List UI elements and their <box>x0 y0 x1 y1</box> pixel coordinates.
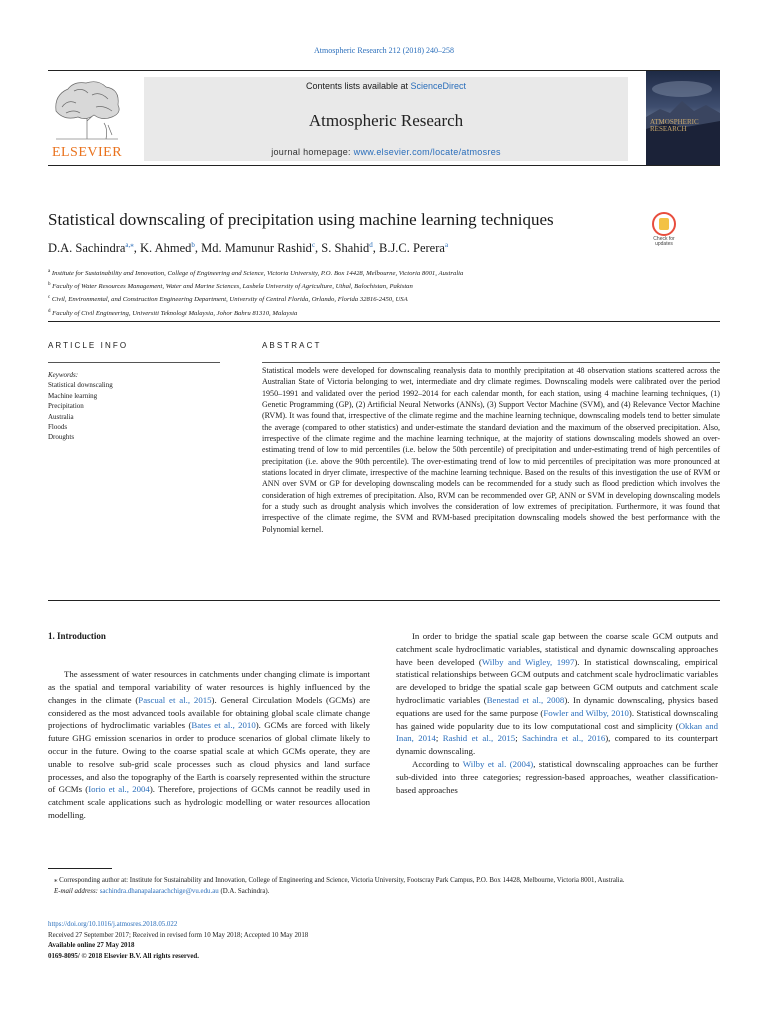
author-name[interactable]: Md. Mamunur Rashid <box>201 241 312 255</box>
footnote-rule <box>48 868 112 869</box>
affiliation-item <box>48 279 708 292</box>
email-label: E-mail address: <box>54 887 100 895</box>
affiliation-item <box>48 306 708 319</box>
elsevier-logo[interactable] <box>48 77 138 163</box>
section-heading-introduction: 1. Introduction <box>48 631 106 641</box>
affiliation-text: Faculty of Civil Engineering, Universiti Teknologi Malaysia, Johor Bahru 81310, Malaysia <box>52 309 298 317</box>
contents-prefix: Contents lists available at <box>305 81 411 91</box>
keyword-item: Precipitation <box>48 402 84 411</box>
citation-link[interactable]: Pascual et al., 2015 <box>138 694 212 705</box>
cover-title: ATMOSPHERIC RESEARCH <box>650 118 699 133</box>
masthead <box>48 70 720 166</box>
citation-link[interactable]: Iorio et al., 2004 <box>88 784 150 795</box>
affiliation-mark: a <box>48 269 51 274</box>
corresponding-author-note: ⁎ Corresponding author at: Institute for Sustainability and Innovation, College of Engineering and Science, Victoria University, Footscray Park Campus, P.O. Box 14428, Melbourne, Victoria 8001, Australia. <box>54 877 625 884</box>
abstract-text: Statistical models were developed for downscaling reanalysis data to monthly precipitation at 48 observation stations scattered across the Australian State of Victoria belonging to wet, intermediate and dry climate regimes. Downscaling models were calibrated over the period 1950–1991 and validated over the period 1992–2014 for each calendar month, for each station, using 4 machine learning techniques, (1) Genetic Programming (GP), (2) Artificial Neural Networks (ANNs), (3) Support Vector Machine (SVM), and (4) Relevance Vector Machine (RVM). It was found that, irrespective of the climate regime and the machine learning technique, downscaling models tend to better simulate the average (compared to other statistics) and under-estimate the standard deviation and the maximum of the observed precipitation. Also, irrespective of the climate regime and the machine learning technique, at the majority of stations downscaling models showed an over-estimating trend of low to mid percentiles (i.e. below the 50th percentile) of precipitation and under-estimating trend of high percentiles of precipitation (i.e. above the 90th percentile). The over-estimating trend of low to mid percentiles of precipitation was more pronounced at stations located in dryer climate, irrespective of the machine learning technique. Based on the results of this investigation the use of RVM or ANN over SVM or GP for developing downscaling models can be recommended for a study such as flood prediction which involves the consideration of high extremes of precipitation. Also, RVM can be recommended over GP, ANN or SVM in developing downscaling models for a study such as drought analysis which involves the consideration of low extremes of precipitation. Furthermore, it was found that irrespective of the climate regime, the SVM and RVM-based precipitation downscaling models showed the best performance with the Polynomial kernel. <box>262 366 720 534</box>
paragraph-text: The assessment of water resources in catchments under changing climate is important as the spatial and temporal variability of water resources is highly influenced by the changes in the climate ( <box>48 669 370 705</box>
available-online: Available online 27 May 2018 <box>48 942 135 949</box>
keyword-item: Australia <box>48 412 74 421</box>
keyword-item: Machine learning <box>48 391 98 400</box>
paragraph-text: According to <box>412 758 463 769</box>
journal-citation[interactable]: Atmospheric Research 212 (2018) 240–258 <box>314 46 454 55</box>
author-affiliation-mark[interactable]: a,⁎ <box>125 240 134 249</box>
contents-line <box>144 81 628 91</box>
intro-paragraph <box>48 668 370 822</box>
author-affiliation-mark[interactable]: d <box>369 240 373 249</box>
doi-link[interactable]: https://doi.org/10.1016/j.atmosres.2018.05.022 <box>48 921 178 928</box>
homepage-line <box>144 147 628 157</box>
keywords-block <box>48 370 220 443</box>
check-updates-icon <box>652 212 676 236</box>
paragraph-text: ; <box>515 733 523 744</box>
header-divider <box>48 321 720 322</box>
author-list: D.A. Sachindra$^{a,⁎}$, K. Ahmed$^b$, Md. Mamunur Rashid$^c$, S. Shahid$^d$, B.J.C. Perera$^a$ <box>48 240 449 255</box>
paragraph-text: ). GCMs are forced with likely future GHG emission scenarios in order to produce scenarios of global climate likely to occur in the future. Owing to the coarse spatial scale at which GCMs operate, they are unable to resolve sub-grid scale processes such as cloud physics and land surface processes, and also the topography of the Earth is coarsely represented within the structure of GCMs ( <box>48 720 371 795</box>
affiliation-item <box>48 292 708 305</box>
author-affiliation-mark[interactable]: c <box>311 240 316 249</box>
paragraph-text: , statistical downscaling approaches can be further sub-divided into three categories; regression-based approaches, weather classification-based approaches <box>396 758 718 795</box>
paragraph-text: ). In dynamic downscaling, physics based equations are used for the same purpose ( <box>396 694 718 718</box>
body-column-right <box>396 630 718 796</box>
citation-link[interactable]: Sachindra et al., 2016 <box>522 733 606 744</box>
email-suffix: (D.A. Sachindra). <box>218 887 270 895</box>
intro-paragraph <box>396 630 718 758</box>
elsevier-wordmark: ELSEVIER <box>51 145 123 160</box>
affiliation-item <box>48 266 708 279</box>
email-link[interactable]: sachindra.dhanapalaarachchige@vu.edu.au <box>99 887 219 895</box>
affiliation-text: Civil, Environmental, and Construction Engineering Department, University of Central Florida, Orlando, Florida 32816-2450, USA <box>51 296 408 304</box>
body-column-left <box>48 630 370 822</box>
paragraph-text: ). Statistical downscaling has gained wide popularity due to its low computational cost and simplicity ( <box>396 707 719 731</box>
author-name[interactable]: S. Shahid <box>321 241 370 255</box>
email-line <box>48 887 720 898</box>
keywords-label: Keywords: <box>48 371 79 379</box>
paragraph-text: In order to bridge the spatial scale gap between the coarse scale GCM outputs and catchment scale hydroclimatic variables, statistical and dynamic downscaling approaches have been developed ( <box>396 631 718 667</box>
paragraph-text: ). Therefore, projections of GCMs cannot be readily used in catchment scale applications such as hydrologic modelling or water resources allocation modelling. <box>48 784 370 820</box>
keyword-item: Droughts <box>48 433 75 442</box>
paragraph-text: ), compared to its counterpart dynamic downscaling. <box>396 733 718 757</box>
keyword-item: Floods <box>48 423 68 432</box>
homepage-link[interactable]: www.elsevier.com/locate/atmosres <box>353 147 501 157</box>
citation-link[interactable]: Wilby et al. (2004) <box>462 758 534 769</box>
affiliation-list <box>48 266 708 319</box>
footnote <box>48 876 720 897</box>
affiliation-mark: c <box>48 295 51 301</box>
author-affiliation-mark[interactable]: a <box>444 240 449 249</box>
article-info-rule <box>48 362 220 363</box>
abstract-heading: ABSTRACT <box>262 341 322 350</box>
check-updates-label: Check for updates <box>653 236 675 247</box>
paragraph-text: ). General Circulation Models (GCMs) are considered as the most advanced tools available for obtaining global scale climate change projections of hydroclimatic variables ( <box>48 694 370 731</box>
affiliation-text: Institute for Sustainability and Innovation, College of Engineering and Science, Victoria University, P.O. Box 14428, Melbourne, Victoria 8001, Australia <box>51 270 464 278</box>
paragraph-text: ; <box>435 733 443 744</box>
intro-paragraph <box>396 758 718 796</box>
affiliation-mark: d <box>48 308 51 314</box>
citation-link[interactable]: Rashid et al., 2015 <box>442 733 516 744</box>
author-affiliation-mark[interactable]: b <box>191 240 195 249</box>
journal-cover[interactable] <box>646 71 720 165</box>
abstract-divider <box>48 600 720 601</box>
sciencedirect-link[interactable]: ScienceDirect <box>410 81 467 91</box>
author-name[interactable]: K. Ahmed <box>140 241 192 255</box>
citation-link[interactable]: Wilby and Wigley, 1997 <box>481 656 575 667</box>
received-dates: Received 27 September 2017; Received in revised form 10 May 2018; Accepted 10 May 2018 <box>48 931 309 939</box>
journal-banner <box>144 77 628 161</box>
citation-link[interactable]: Fowler and Wilby, 2010 <box>543 707 629 718</box>
check-for-updates-badge[interactable] <box>646 212 682 250</box>
keyword-item: Statistical downscaling <box>48 381 113 390</box>
article-title: Statistical downscaling of precipitation using machine learning techniques <box>48 210 554 229</box>
affiliation-mark: b <box>48 282 51 288</box>
citation-link[interactable]: Benestad et al., 2008 <box>486 694 565 705</box>
elsevier-tree-icon <box>48 77 126 143</box>
author-name[interactable]: D.A. Sachindra <box>48 241 126 255</box>
abstract-rule <box>262 362 720 363</box>
publication-info <box>48 920 720 962</box>
article-info-heading: ARTICLE INFO <box>48 341 129 350</box>
citation-link[interactable]: Okkan and Inan, 2014 <box>396 720 718 744</box>
copyright: 0169-8095/ © 2018 Elsevier B.V. All rights reserved. <box>48 952 199 960</box>
homepage-prefix: journal homepage: <box>271 147 354 157</box>
affiliation-text: Faculty of Water Resources Management, Water and Marine Sciences, Lasbela University of Agriculture, Uthal, Balochistan, Pakistan <box>52 283 413 291</box>
paragraph-text: ). In statistical downscaling, empirical statistical relationships between GCM outputs and catchment scale hydroclimatic variables are developed to bridge the spatial scale gap between GCM outputs and catchment scale hydroclimatic variables ( <box>396 656 718 705</box>
author-name[interactable]: B.J.C. Perera <box>378 241 445 255</box>
citation-link[interactable]: Bates et al., 2010 <box>191 720 256 731</box>
journal-name: Atmospheric Research <box>308 111 464 130</box>
